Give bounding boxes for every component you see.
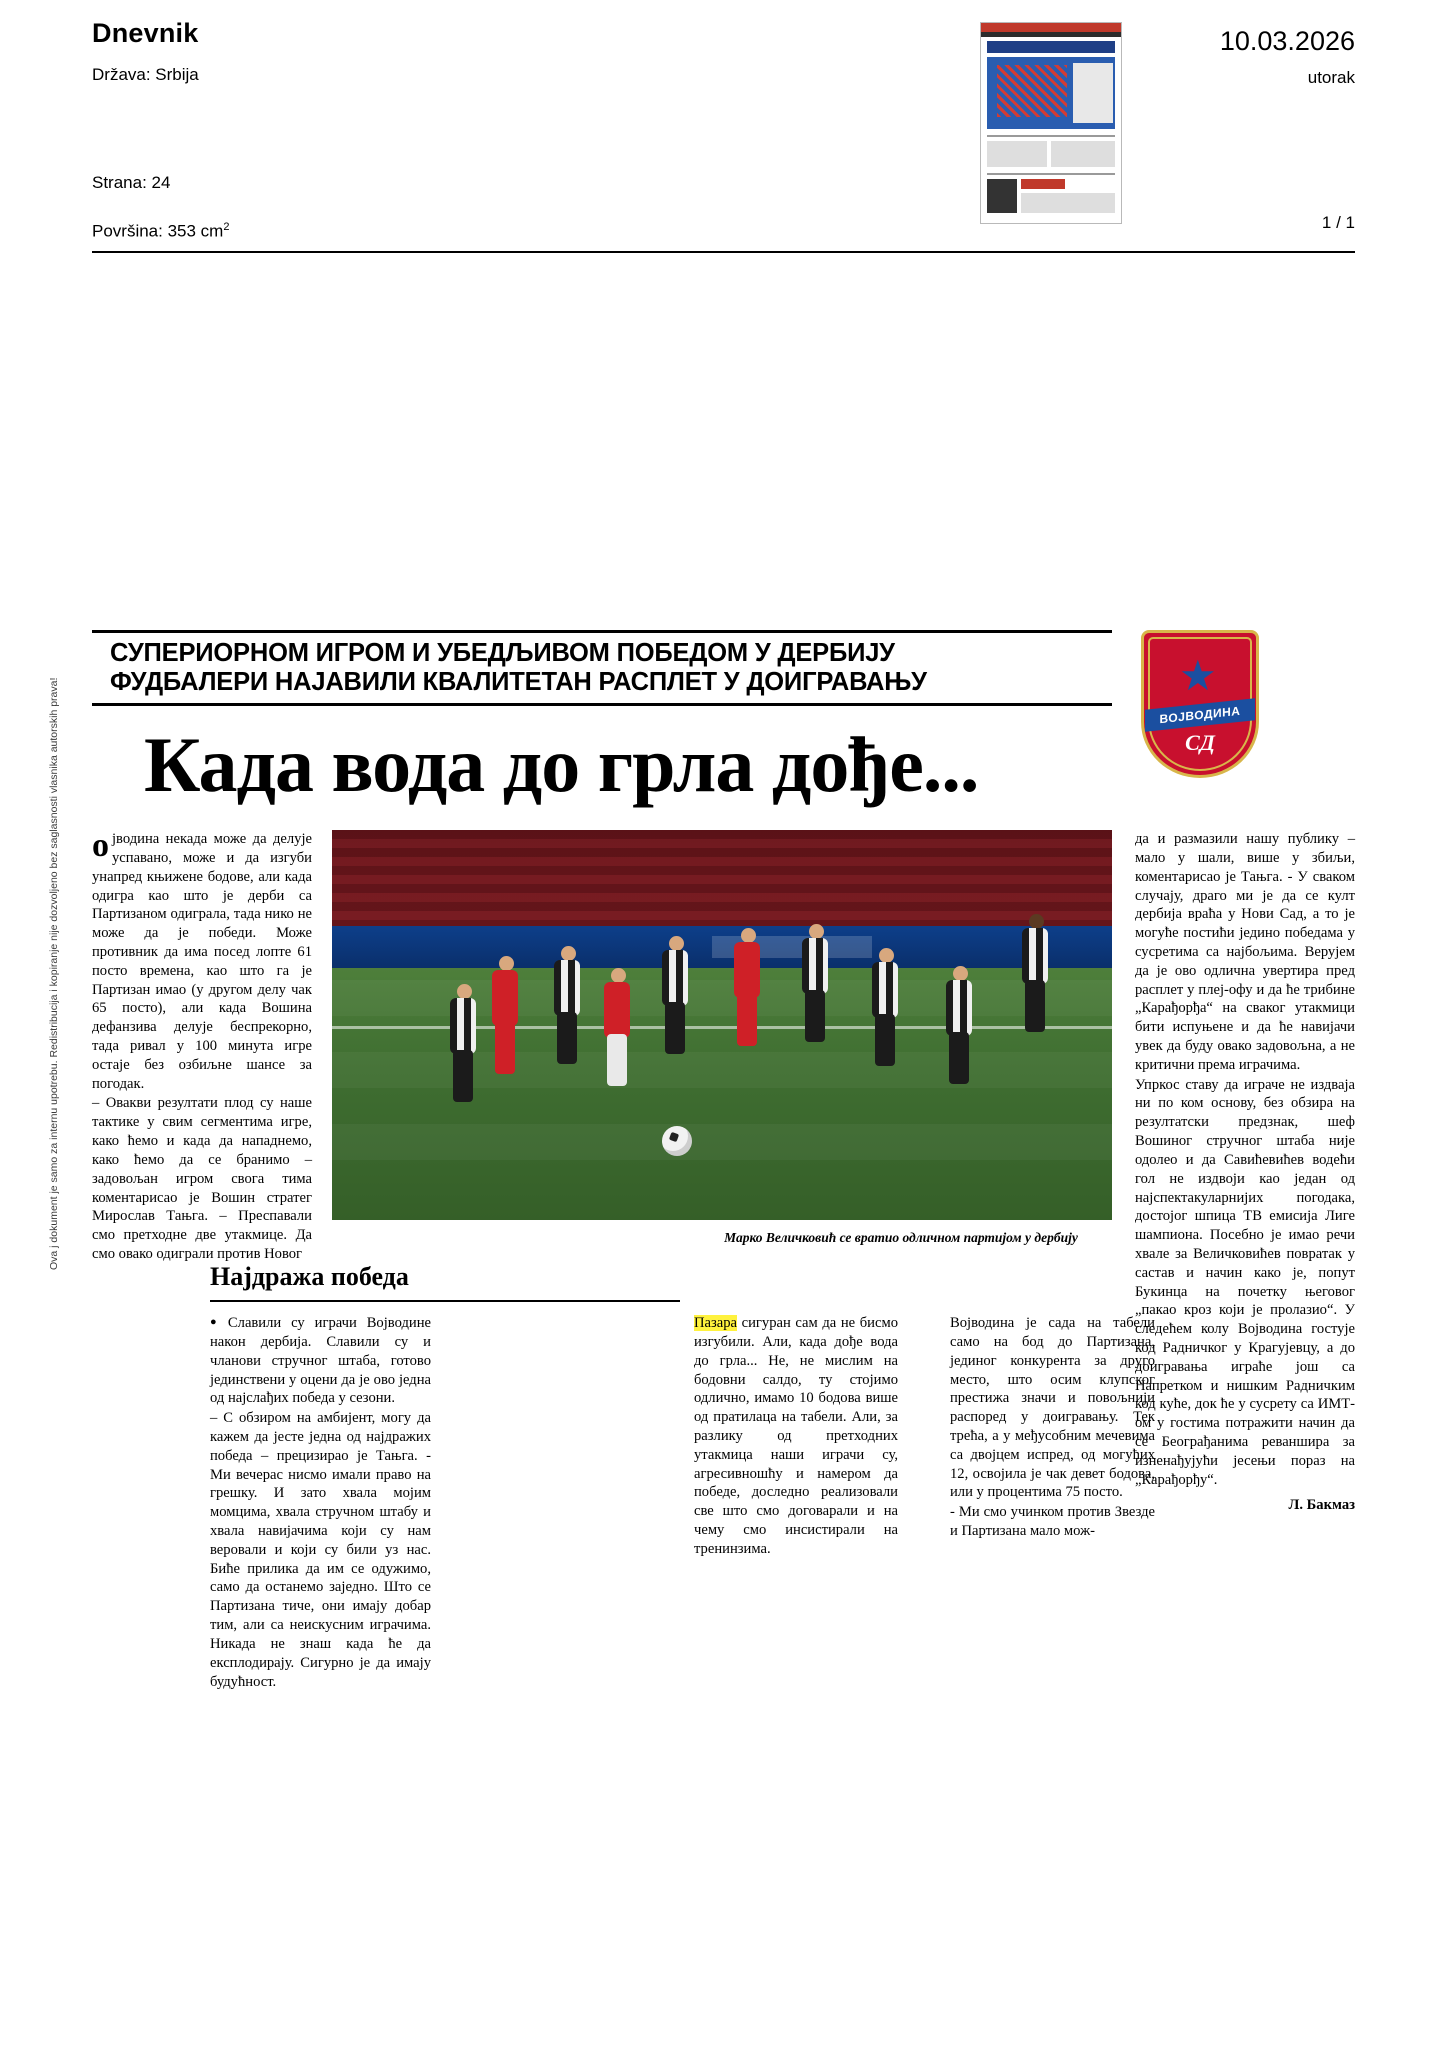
player-head: [499, 956, 514, 971]
document-header: [92, 18, 1355, 241]
thumbnail-secondary-photo: [1073, 63, 1113, 123]
player-torso: [492, 970, 518, 1026]
player-torso: [802, 938, 828, 994]
publication-weekday: utorak: [1307, 68, 1355, 87]
photo-caption: Марко Величковић се вратио одличном партијом у дербију: [724, 1230, 1078, 1246]
kicker-line-1: СУПЕРИОРНОМ ИГРОМ И УБЕДЉИВОМ ПОБЕДОМ У ДЕРБИЈУ: [110, 639, 895, 667]
crest-band-text: ВОЈВОДИНА: [1159, 703, 1241, 727]
crest-monogram: СД: [1185, 730, 1215, 755]
player-legs: [557, 1012, 577, 1064]
article-photo: [332, 830, 1112, 1220]
text-column-4: [950, 1314, 1155, 1541]
paragraph: Војводина је сада на табели само на бод до Партизана, јединог конкурента за друго место, што осим клупског престижа значи и повољнији распоред у доигравању. Тек трећа, а у међусобним мечевима са двојцем испред, од могућих 12, освојила је чак девет бодова, или у процентима 75 посто.: [950, 1315, 1155, 1501]
player-head: [741, 928, 756, 943]
header-divider: [92, 251, 1355, 253]
player-head: [611, 968, 626, 983]
player-legs: [1025, 980, 1045, 1032]
thumbnail-red-block: [1021, 179, 1065, 189]
publication-title: Dnevnik: [92, 18, 199, 48]
thumbnail-text-block: [1021, 193, 1115, 213]
player-legs: [665, 1002, 685, 1054]
player-head: [457, 984, 472, 999]
page-label: Strana: 24: [92, 173, 171, 192]
country-label: Država: Srbija: [92, 65, 199, 84]
paragraph: [694, 1314, 898, 1559]
player-head: [809, 924, 824, 939]
text-column-5: [1135, 830, 1355, 1514]
thumbnail-headline-block: [987, 41, 1115, 53]
player-legs: [737, 994, 757, 1046]
thumbnail-text-block: [1051, 141, 1115, 167]
player-torso: [734, 942, 760, 998]
player-head: [879, 948, 894, 963]
player-head: [669, 936, 684, 951]
player-torso: [554, 960, 580, 1016]
paragraph: – Овакви резултати плод су наше тактике у свим сегментима игре, како ћемо и када да нападнемо, како ћемо да се бранимо – задовољан игром свога тима коментарисао је Вошин стратег Мирослав Тањга. – Преспавали смо претходне две утакмице. Да смо овако одиграли против Новог: [92, 1095, 312, 1262]
publication-date: 10.03.2026: [1219, 26, 1355, 56]
area-text: Površina: 353 cm: [92, 221, 224, 241]
player-head: [953, 966, 968, 981]
player-head: [1029, 914, 1044, 929]
player-legs: [805, 990, 825, 1042]
player-legs: [495, 1022, 515, 1074]
text-column-1: [92, 827, 312, 1264]
paragraph: да и размазили нашу публику – мало у шали, више у збиљи, коментарисао је Тањга. - У сваком случају, драго ми је да се култ дербија враћа у Нови Сад, а то је могуће постићи једино победама у сусретима са најбољима. Верујем да је ово одлична увертира пред расплет у плеј-офу и да ће трибине „Карађорђа“ на сваког утакмици бити испуњене и да ће навијачи увек да буду овако задовољна, а не критични према играчима.: [1135, 831, 1355, 1073]
highlighted-text: Пазара: [694, 1315, 738, 1332]
thumbnail-top-strip: [981, 23, 1121, 32]
copyright-notice: Ova j dokument je samo za internu upotrebu. Redistribucija i kopiranje nije dozvoljeno bez saglasnosti vlasnika autorskih prava!: [48, 677, 60, 1270]
page-counter: 1 / 1: [1321, 213, 1355, 232]
thumbnail-photo-block: [987, 179, 1017, 213]
paragraph: – С обзиром на амбијент, могу да кажем да јесте једна од најдражих победа – прецизирао је Тањга. - Ми вечерас нисмо имали право на грешку. И зато хвала мојим момцима, хвала стручном штабу и хвала навијачима који су нам веровали и који су били уз нас. Биће прилика да им се одужимо, само да останемо заједно. Што се Партизана тиче, они имају добар тим, али са неискусним играчима. Никада не знаш када ће да експлодирају. Сигурно је да имају будућност.: [210, 1410, 431, 1690]
photo-pitch-stripe: [332, 1124, 1112, 1160]
paragraph: ојводина некада може да делује успавано, може и да изгуби унапред књижене бодове, али када одигра као што је дерби са Партизаном одиграла, тада нико не може да је победи. Може противник да има посед лопте 61 посто времена, као што га је Партизан имао (у другом делу чак 65 посто), али када Вошина дефанзива делује беспрекорно, тада ривал у 100 минута игре остаје без озбиљне шансе за погодак.: [92, 827, 312, 1092]
photo-pitch-stripe: [332, 1052, 1112, 1088]
subheading-divider: [210, 1300, 680, 1302]
thumbnail-rule: [987, 135, 1115, 137]
paragraph: - Ми смо учинком против Звезде и Партизана мало мож-: [950, 1504, 1155, 1540]
photo-advertising-board: [332, 926, 1112, 968]
player-legs: [875, 1014, 895, 1066]
player-torso: [604, 982, 630, 1038]
player-torso: [662, 950, 688, 1006]
player-head: [561, 946, 576, 961]
lead-paragraph: ● Славили су играчи Војводине након дербија. Славили су и чланови стручног штаба, готово јединствени у оцени да је ово једна од најслађих победа у сезони.: [210, 1314, 431, 1408]
page-thumbnail: [980, 22, 1122, 224]
area-exponent: 2: [223, 221, 230, 233]
area-label: [92, 221, 229, 242]
paragraph-text: сигуран сам да не бисмо изгубили. Али, када дође вода до грла... Не, не мислим на бодовни салдо, ту стојимо одлично, имамо 10 бодова више од пратилаца на табели. Али, за разлику од претходних утакмица наши играчи су, агресивношћу и намером да победе, доследно реализовали све што смо договарали и на чему смо инсистирали на тренинзима.: [694, 1315, 898, 1557]
club-crest-icon: [1141, 630, 1259, 778]
author-signature: Л. Бакмаз: [1288, 1496, 1355, 1513]
kicker-line-2: ФУДБАЛЕРИ НАЈАВИЛИ КВАЛИТЕТАН РАСПЛЕТ У ДОИГРАВАЊУ: [110, 667, 927, 696]
thumbnail-masthead-bar: [981, 32, 1121, 37]
thumbnail-rule: [987, 173, 1115, 175]
thumbnail-text-block: [987, 141, 1047, 167]
photo-pitch-stripe: [332, 980, 1112, 1016]
article-headline: Када вода до грла дође...: [144, 721, 979, 809]
newspaper-clipping: [92, 630, 1355, 1690]
player-torso: [450, 998, 476, 1054]
section-subheading: Најдража победа: [210, 1262, 409, 1292]
football-icon: [662, 1126, 692, 1156]
player-torso: [946, 980, 972, 1036]
kicker-block: [92, 630, 1112, 706]
text-column-2: [210, 1314, 431, 1691]
paragraph: Упркос ставу да играче не издваја ни по ком основу, без обзира на резултатски предзнак, шеф Вошиног стручног штаба није одолео и да Савићевићев водећи гол не издвоји као један од најспектакуларнијих погодака, достојог шпица ТВ емисија Лиге шампиона. Посебно је имао речи хвале за Величковићев повратак у састав и начин како је, попут Букинца на почетку његовог „пакао кроз који је пролазио“. У следећем колу Војводина гостује код Радничког у Крагујевцу, а до доигравања играће још са Напретком и нишким Радничким код куће, док ће у сусрету са ИМТ-ом у гостима потражити начин да се Београђанима реванширa за изненађујући јесењи пораз на „Карађорђу“.: [1135, 1076, 1355, 1488]
player-legs: [453, 1050, 473, 1102]
photo-pitch-line: [332, 1026, 1112, 1029]
photo-stand-seats: [332, 830, 1112, 926]
player-torso: [872, 962, 898, 1018]
text-column-3: [694, 1314, 898, 1559]
player-torso: [1022, 928, 1048, 984]
player-legs: [949, 1032, 969, 1084]
player-legs: [607, 1034, 627, 1086]
